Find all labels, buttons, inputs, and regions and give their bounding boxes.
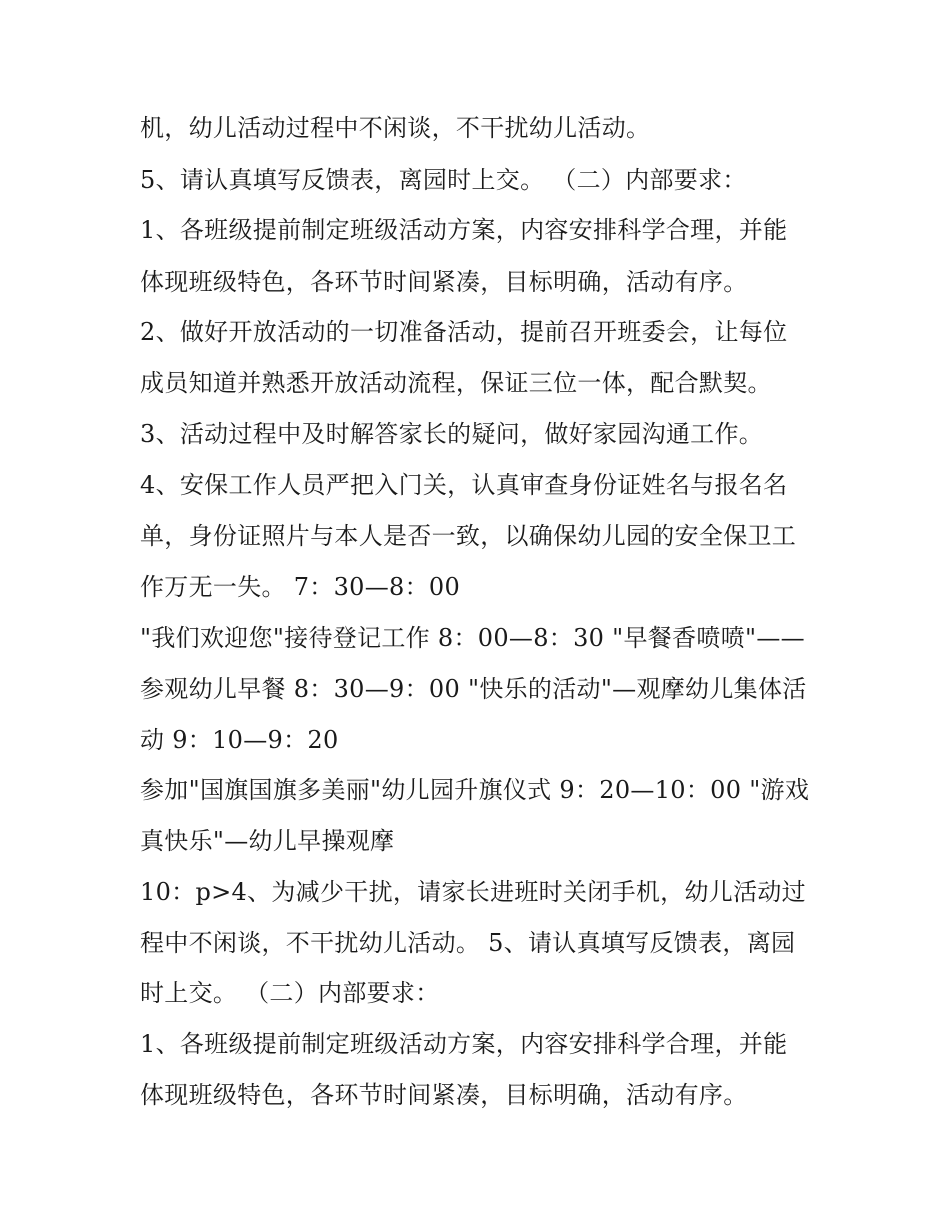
text-line: 动 9：10—9：20 xyxy=(140,726,339,754)
text-line: 程中不闲谈，不干扰幼儿活动。 5、请认真填写反馈表，离园 xyxy=(140,929,796,957)
text-line: 体现班级特色，各环节时间紧凑，目标明确，活动有序。 xyxy=(140,268,748,296)
text-line: 单，身份证照片与本人是否一致，以确保幼儿园的安全保卫工 xyxy=(140,522,797,550)
text-line: 作万无一失。 7：30—8：00 xyxy=(140,573,461,601)
text-line: 机，幼儿活动过程中不闲谈，不干扰幼儿活动。 xyxy=(140,114,651,142)
text-line: 参加"国旗国旗多美丽"幼儿园升旗仪式 9：20—10：00 "游戏 xyxy=(140,776,810,804)
text-line: 4、安保工作人员严把入门关，认真审查身份证姓名与报名名 xyxy=(140,471,788,499)
text-line: 1、各班级提前制定班级活动方案，内容安排科学合理，并能 xyxy=(140,1030,788,1058)
text-line: 5、请认真填写反馈表，离园时上交。 （二）内部要求： xyxy=(140,166,747,194)
text-line: 体现班级特色，各环节时间紧凑，目标明确，活动有序。 xyxy=(140,1081,748,1109)
text-line: 2、做好开放活动的一切准备活动，提前召开班委会，让每位 xyxy=(140,318,788,346)
text-line: 3、活动过程中及时解答家长的疑问，做好家园沟通工作。 xyxy=(140,420,764,448)
text-line: 真快乐"—幼儿早操观摩 xyxy=(140,827,395,855)
text-line: 1、各班级提前制定班级活动方案，内容安排科学合理，并能 xyxy=(140,216,788,244)
text-line: 成员知道并熟悉开放活动流程，保证三位一体，配合默契。 xyxy=(140,369,772,397)
text-line: 10：p>4、为减少干扰，请家长进班时关闭手机，幼儿活动过 xyxy=(140,878,806,906)
text-line: "我们欢迎您"接待登记工作 8：00—8：30 "早餐香喷喷"—— xyxy=(140,624,805,652)
text-line: 参观幼儿早餐 8：30—9：00 "快乐的活动"—观摩幼儿集体活 xyxy=(140,675,807,703)
text-line: 时上交。 （二）内部要求： xyxy=(140,979,440,1007)
